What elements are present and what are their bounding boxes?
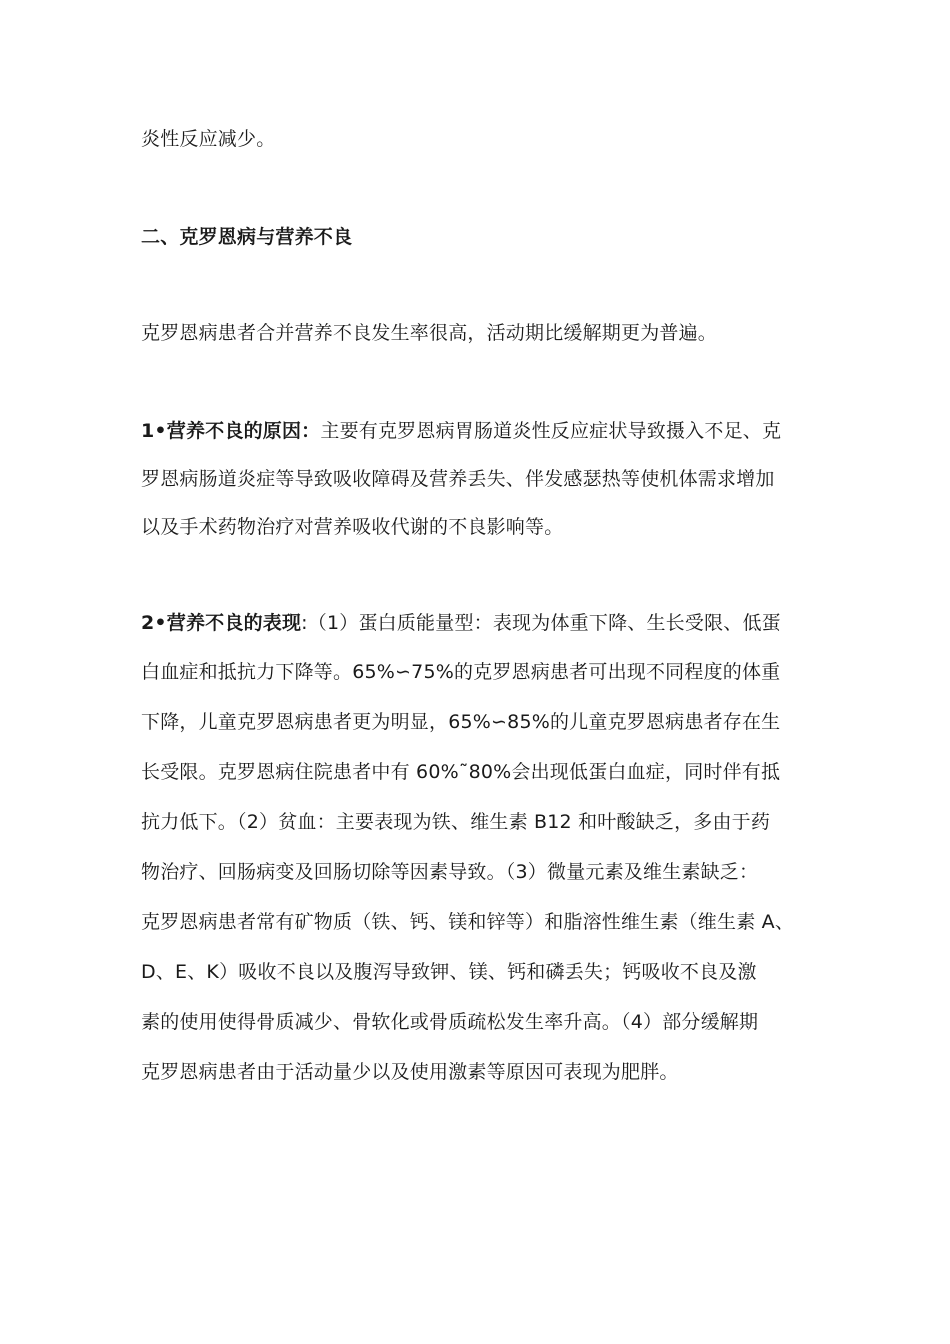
manifestations-line-3: 下降，儿童克罗恩病患者更为明显，65%∽85%的儿童克罗恩病患者存在生 [141,711,781,733]
manifestations-line-8: D、E、K）吸收不良以及腹泻导致钾、镁、钙和磷丢失；钙吸收不良及激 [141,961,757,983]
manifestations-line-1 [141,610,781,636]
causes-line-2: 罗恩病肠道炎症等导致吸收障碍及营养丢失、伴发感瑟热等使机体需求增加 [141,468,775,490]
manifestations-line-2: 白血症和抵抗力下降等。65%∽75%的克罗恩病患者可出现不同程度的体重 [141,661,781,683]
causes-line-1 [141,418,781,444]
manifestations-text-1: :（1）蛋白质能量型：表现为体重下降、生长受限、低蛋 [301,612,781,634]
paragraph-overview: 克罗恩病患者合并营养不良发生率很高，活动期比缓解期更为普遍。 [141,322,718,344]
manifestations-line-6: 物治疗、回肠病变及回肠切除等因素导致。（3）微量元素及维生素缺乏： [141,861,759,883]
manifestations-line-10: 克罗恩病患者由于活动量少以及使用激素等原因可表现为肥胖。 [141,1061,679,1083]
manifestations-line-9: 素的使用使得骨质减少、骨软化或骨质疏松发生率升高。（4）部分缓解期 [141,1011,759,1033]
manifestations-line-7: 克罗恩病患者常有矿物质（铁、钙、镁和锌等）和脂溶性维生素（维生素 A、 [141,911,795,933]
causes-label: 1•营养不良的原因： [141,420,321,442]
paragraph-intro-tail: 炎性反应减少。 [141,128,276,150]
manifestations-label: 2•营养不良的表现 [141,612,302,634]
section-heading: 二、克罗恩病与营养不良 [141,226,353,248]
causes-line-3: 以及手术药物治疗对营养吸收代谢的不良影响等。 [141,516,564,538]
causes-text-1: 主要有克罗恩病胃肠道炎性反应症状导致摄入不足、克 [320,420,782,442]
manifestations-line-4: 长受限。克罗恩病住院患者中有 60%˜80%会出现低蛋白血症，同时伴有抵 [141,761,781,783]
manifestations-line-5: 抗力低下。（2）贫血：主要表现为铁、维生素 B12 和叶酸缺乏，多由于药 [141,811,771,833]
